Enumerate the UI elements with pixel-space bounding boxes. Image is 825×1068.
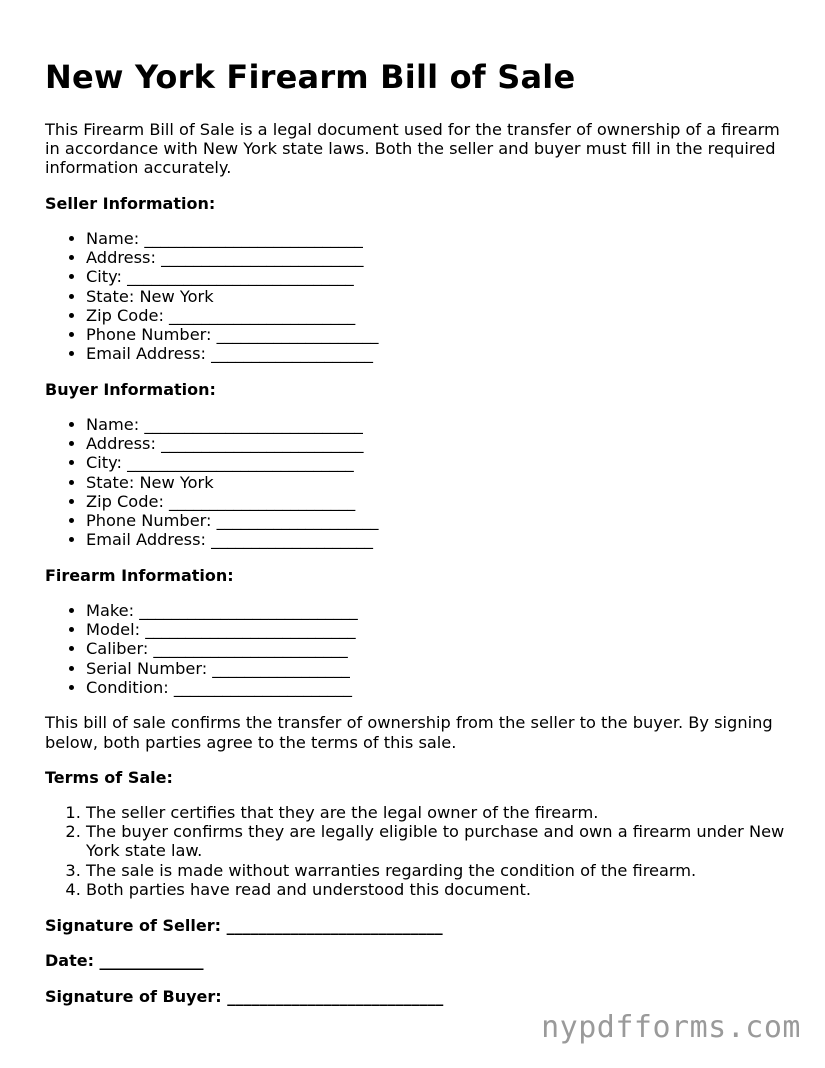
- confirmation-paragraph: This bill of sale confirms the transfer of ownership from the seller to the buyer. By signing below, both parties agree to the terms of this sale.: [45, 713, 773, 752]
- seller-signature-line[interactable]: Signature of Seller: ___________________________: [45, 916, 443, 935]
- firearm-fields: [45, 601, 358, 697]
- term-item: 2. The buyer confirms they are legally eligible to purchase and own a firearm under New York state law.: [86, 822, 786, 860]
- seller-fields: [45, 229, 379, 363]
- seller-zip-field[interactable]: • Zip Code: _______________________: [86, 306, 379, 325]
- firearm-caliber-field[interactable]: • Caliber: ________________________: [86, 639, 358, 658]
- seller-address-field[interactable]: • Address: _________________________: [86, 248, 379, 267]
- firearm-condition-field[interactable]: • Condition: ______________________: [86, 678, 358, 697]
- buyer-name-field[interactable]: • Name: ___________________________: [86, 415, 379, 434]
- seller-heading: Seller Information:: [45, 194, 216, 213]
- seller-name-field[interactable]: • Name: ___________________________: [86, 229, 379, 248]
- buyer-fields: [45, 415, 379, 549]
- intro-paragraph: This Firearm Bill of Sale is a legal document used for the transfer of ownership of a firearm in accordance with New York state laws. Both the seller and buyer must fill in the required information accurately.: [45, 120, 780, 177]
- firearm-serial-field[interactable]: • Serial Number: _________________: [86, 659, 358, 678]
- buyer-state-field: • State: New York: [86, 473, 379, 492]
- firearm-model-field[interactable]: • Model: __________________________: [86, 620, 358, 639]
- buyer-heading: Buyer Information:: [45, 380, 216, 399]
- firearm-heading: Firearm Information:: [45, 566, 234, 585]
- buyer-zip-field[interactable]: • Zip Code: _______________________: [86, 492, 379, 511]
- terms-list: [45, 803, 786, 899]
- seller-city-field[interactable]: • City: ____________________________: [86, 267, 379, 286]
- seller-phone-field[interactable]: • Phone Number: ____________________: [86, 325, 379, 344]
- term-item: 4. Both parties have read and understood this document.: [86, 880, 786, 899]
- firearm-make-field[interactable]: • Make: ___________________________: [86, 601, 358, 620]
- buyer-email-field[interactable]: • Email Address: ____________________: [86, 530, 379, 549]
- date-line[interactable]: Date: _____________: [45, 951, 204, 970]
- page-title: New York Firearm Bill of Sale: [45, 58, 576, 96]
- terms-heading: Terms of Sale:: [45, 768, 173, 787]
- seller-state-field: • State: New York: [86, 287, 379, 306]
- buyer-address-field[interactable]: • Address: _________________________: [86, 434, 379, 453]
- watermark: nypdfforms.com: [541, 1010, 801, 1045]
- term-item: 1. The seller certifies that they are the legal owner of the firearm.: [86, 803, 786, 822]
- buyer-signature-line[interactable]: Signature of Buyer: ___________________________: [45, 987, 444, 1006]
- term-item: 3. The sale is made without warranties regarding the condition of the firearm.: [86, 861, 786, 880]
- buyer-phone-field[interactable]: • Phone Number: ____________________: [86, 511, 379, 530]
- seller-email-field[interactable]: • Email Address: ____________________: [86, 344, 379, 363]
- buyer-city-field[interactable]: • City: ____________________________: [86, 453, 379, 472]
